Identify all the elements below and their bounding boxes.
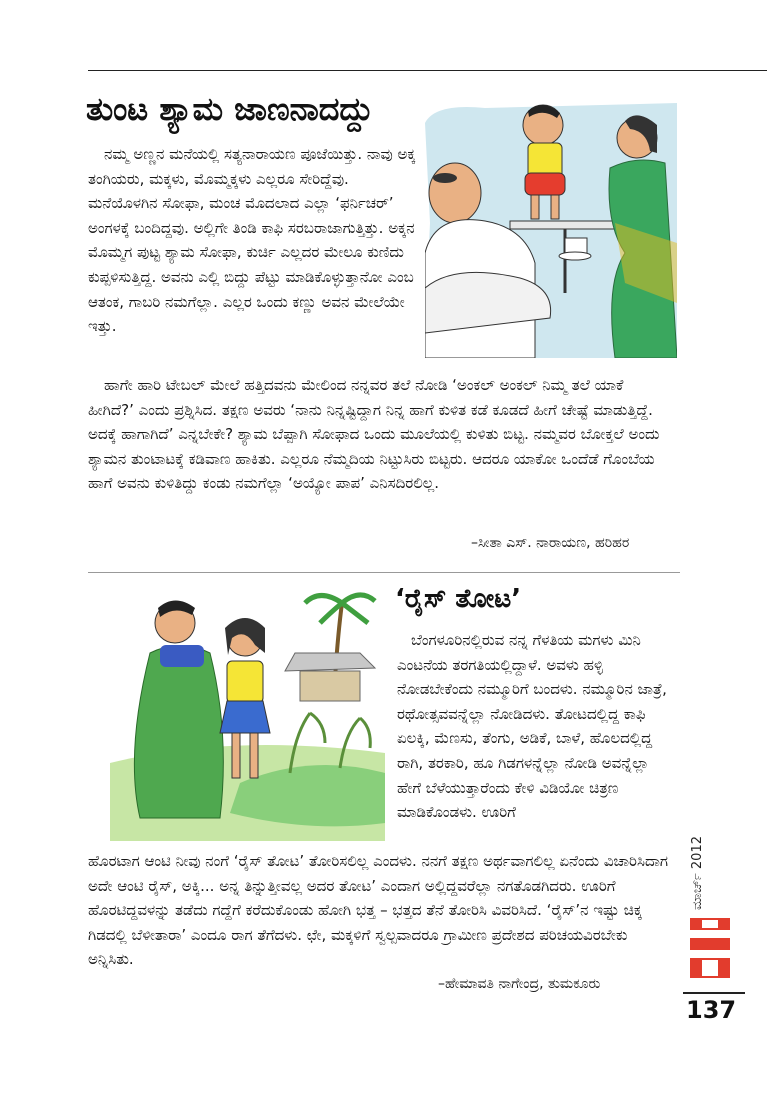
story1-title: ತುಂಟ ಶ್ಯಾಮ ಜಾಣನಾದದ್ದು <box>86 90 374 128</box>
story1-main-paragraph: ಹಾಗೇ ಹಾರಿ ಟೇಬಲ್ ಮೇಲೆ ಹತ್ತಿದವನು ಮೇಲಿಂದ ನನ್ನವರ ತಲೆ ನೋಡಿ ‘ಅಂಕಲ್ ಅಂಕಲ್ ನಿಮ್ಮ ತಲೆ ಯಾಕೆ ಹೀಗಿದೆ?’ ಎಂದು ಪ್ರಶ್ನಿಸಿದ. ತಕ್ಷಣ ಅವರು ‘ನಾನು ನಿನ್ನಷ್ಟಿದ್ದಾಗ ನಿನ್ನ ಹಾಗೆ ಕುಳಿತ ಕಡೆ ಕೂಡದೆ ಹೀಗೆ ಚೇಷ್ಟೆ ಮಾಡುತ್ತಿದ್ದೆ. ಅದಕ್ಕೆ ಹಾಗಾಗಿದೆ’ ಎನ್ನಬೇಕೇ? ಶ್ಯಾಮ ಬೆಪ್ಪಾಗಿ ಸೋಫಾದ ಒಂದು ಮೂಲೆಯಲ್ಲಿ ಕುಳಿತು ಬಿಟ್ಟ. ನಮ್ಮವರ ಬೋಕ್ತಲೆ ಅಂದು ಶ್ಯಾಮನ ತುಂಟಾಟಕ್ಕೆ ಕಡಿವಾಣ ಹಾಕಿತು. ಎಲ್ಲರೂ ನೆಮ್ಮದಿಯ ನಿಟ್ಟುಸಿರು ಬಿಟ್ಟರು. ಆದರೂ ಯಾಕೋ ಒಂದೆಡೆ ಗೊಂಬೆಯ ಹಾಗೆ ಅವನು ಕುಳಿತಿದ್ದು ಕಂಡು ನಮಗೆಲ್ಲಾ ‘ಅಯ್ಯೋ ಪಾಪ’ ಎನಿಸದಿರಲಿಲ್ಲ. <box>88 376 660 493</box>
story1-illustration <box>425 103 677 358</box>
masthead-logo <box>680 908 740 988</box>
masthead-month-year: ಮಾರ್ಚ್ 2012 <box>690 836 705 910</box>
page-number: 137 <box>686 996 737 1024</box>
story2-title: ‘ರೈಸ್ ತೋಟ’ <box>395 584 522 614</box>
story1-intro-paragraph: ನಮ್ಮ ಅಣ್ಣನ ಮನೆಯಲ್ಲಿ ಸತ್ಯನಾರಾಯಣ ಪೂಜೆಯಿತ್ತು. ನಾವು ಅಕ್ಕ ತಂಗಿಯರು, ಮಕ್ಕಳು, ಮೊಮ್ಮಕ್ಕಳು ಎಲ್ಲರೂ ಸೇರಿದ್ದೆವು. ಮನೆಯೊಳಗಿನ ಸೋಫಾ, ಮಂಚ ಮೊದಲಾದ ಎಲ್ಲಾ ‘ಫರ್ನಿಚರ್’ ಅಂಗಳಕ್ಕೆ ಬಂದಿದ್ದವು. ಅಲ್ಲಿಗೇ ತಿಂಡಿ ಕಾಫಿ ಸರಬರಾಜಾಗುತ್ತಿತ್ತು. ಅಕ್ಕನ ಮೊಮ್ಮಗ ಪುಟ್ಟ ಶ್ಯಾಮ ಸೋಫಾ, ಕುರ್ಚಿ ಎಲ್ಲದರ ಮೇಲೂ ಕುಣಿದು ಕುಪ್ಪಳಿಸುತ್ತಿದ್ದ. ಅವನು ಎಲ್ಲಿ ಬಿದ್ದು ಪೆಟ್ಟು ಮಾಡಿಕೊಳ್ಳುತ್ತಾನೋ ಎಂಬ ಆತಂಕ, ಗಾಬರಿ ನಮಗೆಲ್ಲಾ. ಎಲ್ಲರ ಒಂದು ಕಣ್ಣು ಅವನ ಮೇಲೆಯೇ ಇತ್ತು. <box>88 145 416 336</box>
mid-rule <box>88 572 680 573</box>
story1-byline: –ಸೀತಾ ಎಸ್. ನಾರಾಯಣ, ಹರಿಹರ <box>471 535 630 551</box>
page-number-rule <box>683 992 745 994</box>
story2-illustration <box>110 583 385 841</box>
story2-main-paragraph: ಹೊರಟಾಗ ಆಂಟಿ ನೀವು ನಂಗೆ ‘ರೈಸ್ ತೋಟ’ ತೋರಿಸಲಿಲ್ಲ ಎಂದಳು. ನನಗೆ ತಕ್ಷಣ ಅರ್ಥವಾಗಲಿಲ್ಲ ಏನೆಂದು ವಿಚಾರಿಸಿದಾಗ ಅದೇ ಆಂಟಿ ರೈಸ್, ಅಕ್ಕಿ... ಅನ್ನ ತಿನ್ನುತ್ತೀವಲ್ಲ ಅದರ ತೋಟ’ ಎಂದಾಗ ಅಲ್ಲಿದ್ದವರೆಲ್ಲಾ ನಗತೊಡಗಿದರು. ಊರಿಗೆ ಹೊರಟಿದ್ದವಳನ್ನು ತಡೆದು ಗದ್ದೆಗೆ ಕರೆದುಕೊಂಡು ಹೋಗಿ ಭತ್ತ – ಭತ್ತದ ತೆನೆ ತೋರಿಸಿ ವಿವರಿಸಿದೆ. ‘ರೈಸ್’ನ ಇಷ್ಟು ಚಿಕ್ಕ ಗಿಡದಲ್ಲಿ ಬೆಳೀತಾರಾ’ ಎಂದೂ ರಾಗ ತೆಗೆದಳು. ಛೇ, ಮಕ್ಕಳಿಗೆ ಸ್ವಲ್ಪವಾದರೂ ಗ್ರಾಮೀಣ ಪ್ರದೇಶದ ಪರಿಚಯವಿರಬೇಕು ಅನ್ನಿಸಿತು. <box>88 852 669 969</box>
top-rule <box>88 70 767 71</box>
story2-byline: –ಹೇಮಾವತಿ ನಾಗೇಂದ್ರ, ತುಮಕೂರು <box>438 976 601 992</box>
story2-intro-paragraph: ಬೆಂಗಳೂರಿನಲ್ಲಿರುವ ನನ್ನ ಗೆಳತಿಯ ಮಗಳು ಮಿನಿ ಎಂಟನೆಯ ತರಗತಿಯಲ್ಲಿದ್ದಾಳೆ. ಅವಳು ಹಳ್ಳಿ ನೋಡಬೇಕೆಂದು ನಮ್ಮೂರಿಗೆ ಬಂದಳು. ನಮ್ಮೂರಿನ ಜಾತ್ರೆ, ರಥೋತ್ಸವವನ್ನೆಲ್ಲಾ ನೋಡಿದಳು. ತೋಟದಲ್ಲಿದ್ದ ಕಾಫಿ ಏಲಕ್ಕಿ, ಮೆಣಸು, ತೆಂಗು, ಅಡಿಕೆ, ಬಾಳೆ, ಹೊಲದಲ್ಲಿದ್ದ ರಾಗಿ, ತರಕಾರಿ, ಹೂ ಗಿಡಗಳನ್ನೆಲ್ಲಾ ನೋಡಿ ಅವನ್ನೆಲ್ಲಾ ಹೇಗೆ ಬೆಳೆಯುತ್ತಾರೆಂದು ಕೇಳಿ ವಿಡಿಯೋ ಚಿತ್ರಣ ಮಾಡಿಕೊಂಡಳು. ಊರಿಗೆ <box>397 631 667 822</box>
